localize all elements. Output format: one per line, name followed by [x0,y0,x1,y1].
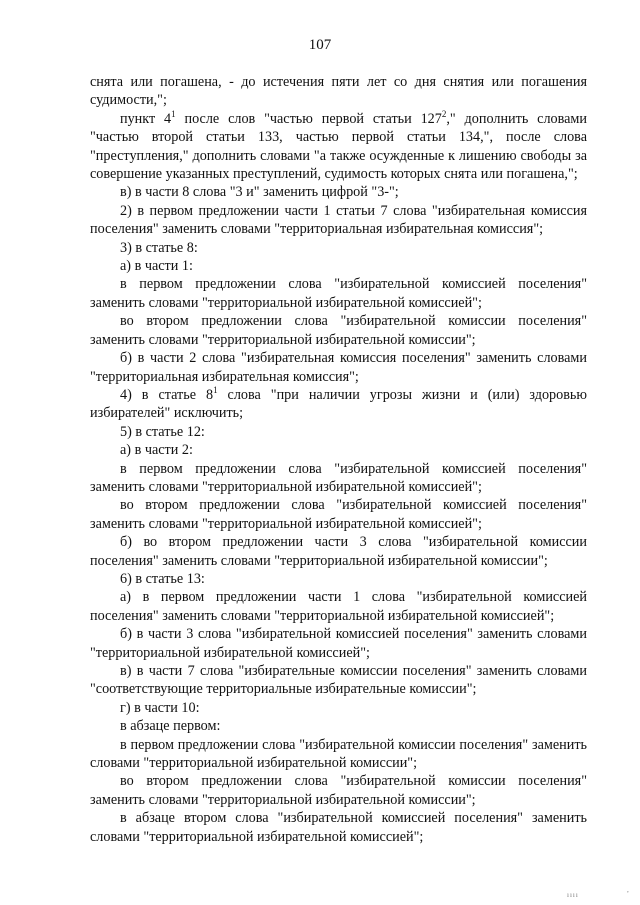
scan-edge-mark: , [627,886,629,894]
paragraph: в первом предложении слова "избирательной комиссией поселения" заменить словами "территориальной избирательной комиссией"; [90,460,587,495]
document-body [90,73,587,846]
paragraph: а) в первом предложении части 1 слова "избирательной комиссией поселения" заменить словами "территориальной избирательной комиссией"; [90,589,587,624]
paragraph: снята или погашена, - до истечения пяти лет со дня снятия или погашения судимости,"; [90,74,587,109]
paragraph: 2) в первом предложении части 1 статьи 7 слова "избирательная комиссия поселения" заменить словами "территориальная избирательная комиссия"; [90,202,587,238]
paragraph: г) в части 10: [120,699,200,716]
paragraph: в первом предложении слова "избирательной комиссией поселения" заменить словами "территориальной избирательной комиссией"; [90,276,587,311]
text-run: после слов "частью первой статьи 127 [175,110,442,127]
text-run: ," дополнить словами "частью второй статьи 133, частью первой статьи 134,", после слова "преступления," дополнить словами "а также осужденные к лишению свободы за совершение указанных преступлений, судимость которых снята или погашена,"; [90,110,588,183]
scan-edge-mark: ıııı [567,891,579,899]
paragraph: в первом предложении слова "избирательной комиссии поселения" заменить словами "территориальной избирательной комиссии"; [90,736,587,772]
text-run: пункт 4 [120,110,172,127]
text-run: слова "при наличии угрозы жизни и (или) здоровью избирателей" исключить; [90,386,587,422]
paragraph: в абзаце втором слова "избирательной комиссией поселения" заменить словами "территориальной избирательной комиссией"; [90,810,587,845]
paragraph: 3) в статье 8: [120,239,198,256]
paragraph: 6) в статье 13: [120,570,205,587]
paragraph: а) в части 2: [120,442,193,459]
paragraph: во втором предложении слова "избирательной комиссии поселения" заменить словами "территориальной избирательной комиссии"; [90,313,587,348]
paragraph: во втором предложении слова "избирательной комиссией поселения" заменить словами "территориальной избирательной комиссией"; [90,497,587,532]
superscript: 1 [171,108,176,119]
paragraph: в) в части 7 слова "избирательные комиссии поселения" заменить словами "соответствующие территориальные избирательные комиссии"; [90,663,587,698]
paragraph: в) в части 8 слова "3 и" заменить цифрой "3-"; [120,184,399,201]
paragraph: б) в части 3 слова "избирательной комиссией поселения" заменить словами "территориальной избирательной комиссией"; [90,626,587,661]
paragraph [90,110,587,184]
paragraph: во втором предложении слова "избирательной комиссии поселения" заменить словами "территориальной избирательной комиссии"; [90,773,587,808]
superscript: 1 [213,384,218,395]
paragraph: б) во втором предложении части 3 слова "избирательной комиссии поселения" заменить словами "территориальной избирательной комиссии"; [90,534,587,569]
paragraph: в абзаце первом: [120,718,221,735]
paragraph: 5) в статье 12: [120,423,205,440]
paragraph: а) в части 1: [120,258,193,275]
paragraph: б) в части 2 слова "избирательная комиссия поселения" заменить словами "территориальная избирательная комиссия"; [90,350,587,385]
page-number: 107 [308,37,332,53]
paragraph [90,386,587,423]
text-run: 4) в статье 8 [120,386,214,403]
superscript: 2 [441,108,447,119]
